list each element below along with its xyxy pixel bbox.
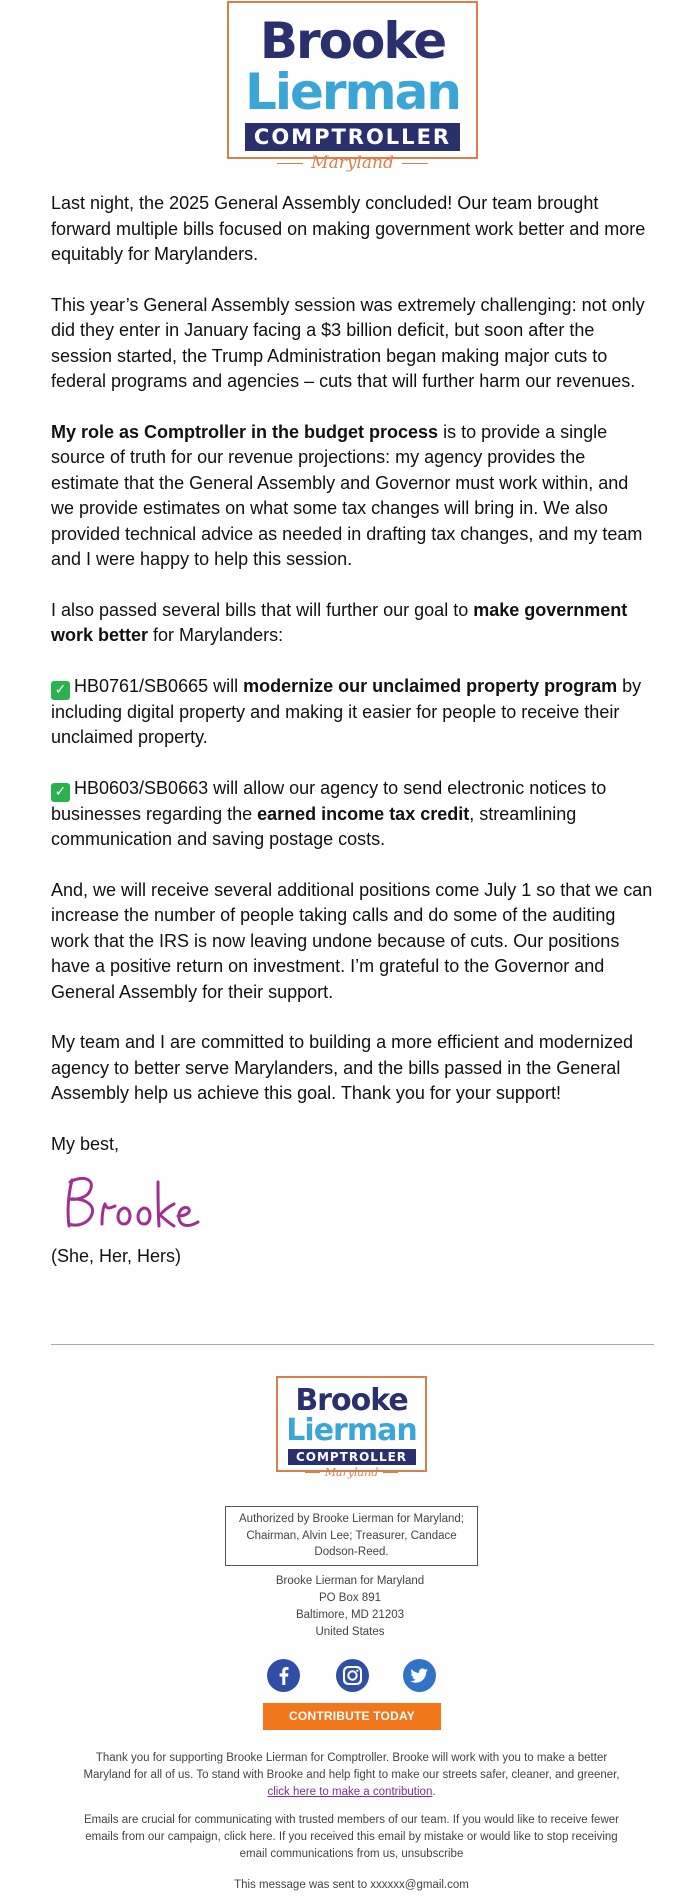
role-emphasis: My role as Comptroller in the budget process: [51, 421, 439, 442]
email-preferences-text: Emails are crucial for communicating with trusted members of our team. If you would like to receive fewer emails from our campaign, click here. If you received this email by mistake or would like to stop receiving email communications from us, unsubscribe: [84, 1814, 619, 1860]
bill-item: ✓ HB0603/SB0663 will allow our agency to send electronic notices to businesses regarding the earned income tax credit, streamlining communication and saving postage costs.: [51, 777, 607, 849]
address-name: Brooke Lierman for Maryland: [275, 1575, 425, 1587]
bill-emphasis: modernize our unclaimed property program: [243, 675, 618, 696]
goal-emphasis: make government work better: [51, 599, 628, 645]
logo-office: COMPTROLLER: [288, 1449, 416, 1465]
bill-item: ✓ HB0761/SB0665 will modernize our unclaimed property program by including digital property and making it easier for people to receive their unclaimed property.: [51, 675, 642, 747]
checkmark-icon: ✓: [51, 681, 70, 700]
logo-state: Maryland: [229, 153, 476, 173]
logo-last-name: Lierman: [286, 1413, 417, 1448]
logo-last-name: Lierman: [244, 63, 460, 121]
footer-logo: [276, 1376, 427, 1479]
twitter-icon: [403, 1659, 436, 1692]
paid-for-disclaimer: Authorized by Brooke Lierman for Maryland; Chairman, Alvin Lee; Treasurer, Candace Dodson-Reed.: [225, 1506, 478, 1566]
paragraph-bills-intro: I also passed several bills that will further our goal to make government work better for Marylanders:: [51, 599, 628, 645]
sent-to-text: This message was sent to xxxxxx@gmail.com: [234, 1879, 469, 1891]
logo-first-name: Brooke: [295, 1383, 408, 1418]
bill-emphasis: earned income tax credit: [257, 803, 470, 824]
closing: My best,: [51, 1133, 120, 1154]
address-country: United States: [315, 1626, 385, 1638]
logo-state: Maryland: [278, 1466, 425, 1479]
address-city: Baltimore, MD 21203: [295, 1609, 405, 1621]
contribute-button[interactable]: CONTRIBUTE TODAY: [263, 1703, 441, 1730]
paragraph-positions: And, we will receive several additional positions come July 1 so that we can increase the number of people taking calls and do some of the auditing work that the IRS is now leaving undone because of cuts. Our positions have a positive return on investment. I’m grateful to the Governor and General Assembly for their support.: [51, 879, 653, 1002]
checkmark-icon: ✓: [51, 783, 70, 802]
letter-body: [51, 191, 655, 1157]
signature: [58, 1166, 208, 1236]
campaign-logo: [227, 1, 478, 173]
pronouns: (She, Her, Hers): [51, 1246, 182, 1266]
contribution-link[interactable]: click here to make a contribution: [267, 1786, 433, 1798]
twitter-link[interactable]: [403, 1659, 436, 1692]
logo-first-name: Brooke: [259, 12, 446, 70]
footer-divider: [51, 1344, 654, 1345]
logo-office: COMPTROLLER: [245, 123, 460, 151]
facebook-icon: [267, 1659, 300, 1692]
paragraph-session: This year’s General Assembly session was extremely challenging: not only did they enter in January facing a $3 billion deficit, but soon after the session started, the Trump Administration began making major cuts to federal programs and agencies – cuts that will further harm our revenues.: [51, 294, 645, 391]
paragraph-intro: Last night, the 2025 General Assembly concluded! Our team brought forward multiple bills focused on making government work better and more equitably for Marylanders.: [51, 193, 646, 264]
paragraph-role: My role as Comptroller in the budget process is to provide a single source of truth for our revenue projections: my agency provides the estimate that the General Assembly and Governor must work within, and we provide estimates on what some tax changes will bring in. We also provided technical advice as needed in drafting tax changes, and my team and I were happy to help this session.: [51, 421, 643, 569]
paragraph-commitment: My team and I are committed to building a more efficient and modernized agency to better serve Marylanders, and the bills passed in the General Assembly help us achieve this goal. Thank you for your support!: [51, 1032, 633, 1103]
facebook-link[interactable]: [267, 1659, 300, 1692]
instagram-link[interactable]: [336, 1659, 369, 1692]
thanks-text: Thank you for supporting Brooke Lierman for Comptroller. Brooke will work with you to make a better Maryland for all of us. To stand with Brooke and help fight to make our streets safer, cleaner, and greener, click here to make a contribution.: [83, 1752, 620, 1798]
address-po-box: PO Box 891: [318, 1592, 381, 1604]
instagram-icon: [336, 1659, 369, 1692]
